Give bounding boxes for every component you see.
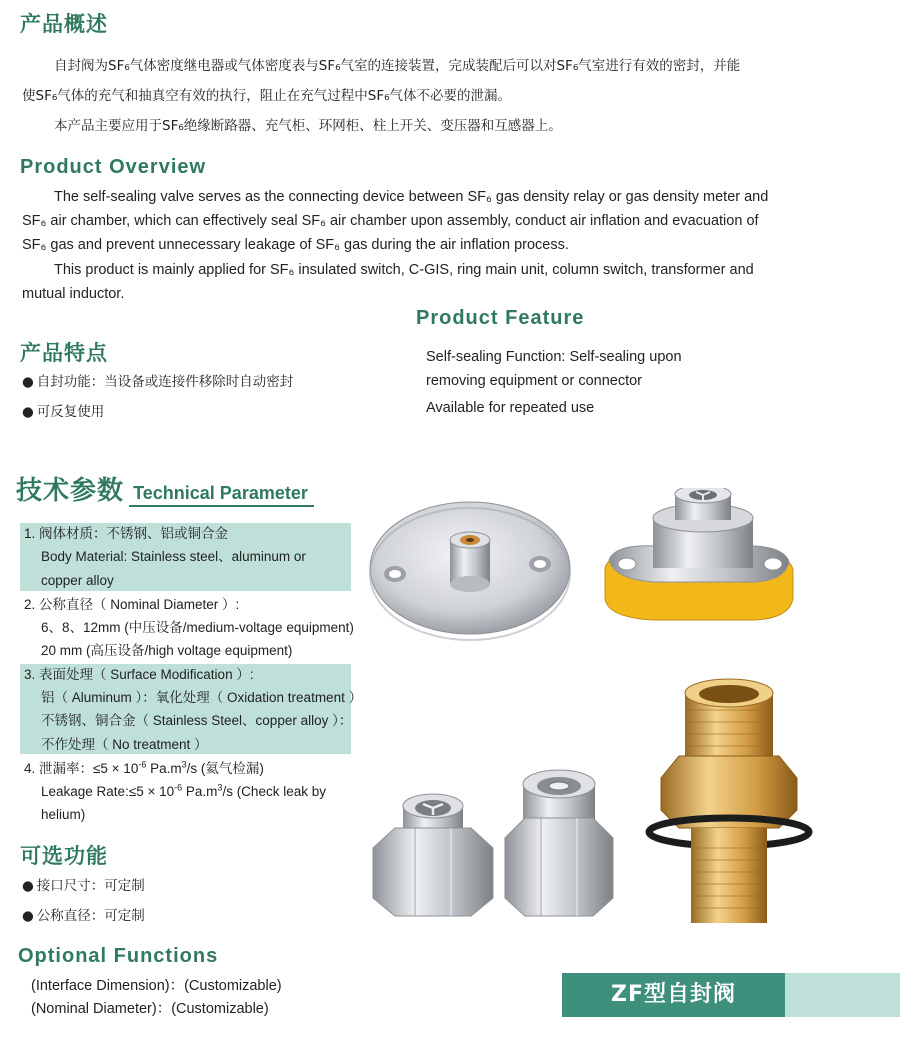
param-4-title: 4. 泄漏率：$\le 5 \times 10^{-6}$ $Pa.m^3/s$ (氦气检漏)	[24, 759, 264, 776]
overview-en-line: SF₆ air chamber, which can effectively seal SF₆ air chamber upon assembly, conduct air inflation and evacuation of	[22, 213, 759, 229]
param-4-line: Leakage Rate:≤5 × $10^{-6}$ $Pa.m^3/s$ (Check leak by	[41, 782, 326, 799]
tech-heading	[16, 470, 314, 507]
feature-en-line: Self-sealing Function: Self-sealing upon	[426, 349, 682, 365]
overview-cn-p1-line2: 使SF₆气体的充气和抽真空有效的执行，阻止在充气过程中SF₆气体不必要的泄漏。	[22, 88, 511, 104]
optional-cn-item: ● 接口尺寸：可定制	[22, 874, 145, 899]
overview-cn-p1-line1: 自封阀为SF₆气体密度继电器或气体密度表与SF₆气室的连接装置，完成装配后可以对SF₆气室进行有效的密封，并能	[54, 58, 741, 74]
optional-en-line: (Nominal Diameter)：(Customizable)	[31, 1001, 269, 1017]
param-1-line: Body Material: Stainless steel、aluminum or	[41, 549, 306, 564]
param-3-line: 铝（ Aluminum ）：氧化处理（ Oxidation treatment ）	[41, 690, 363, 705]
feature-en-line: Available for repeated use	[426, 400, 595, 416]
param-3-title: 3. 表面处理（ Surface Modification ）:	[24, 667, 254, 682]
optional-cn-heading: 可选功能	[20, 844, 108, 868]
hex-valve-small-image	[373, 794, 493, 916]
hex-valve-large-image	[505, 770, 613, 916]
param-2-line: 20 mm (高压设备/high voltage equipment)	[41, 643, 293, 658]
product-tag-label: ZF型自封阀	[611, 982, 736, 1007]
overview-en-line: mutual inductor.	[22, 286, 125, 302]
overview-cn-heading: 产品概述	[20, 12, 108, 36]
overview-en-line: The self-sealing valve serves as the connecting device between SF₆ gas density relay or gas density meter and	[54, 189, 769, 205]
product-tag	[562, 973, 900, 1017]
round-flange-valve-image	[370, 502, 570, 640]
product-images	[365, 488, 900, 938]
param-2-line: 6、8、12mm (中压设备/medium-voltage equipment)	[41, 620, 354, 635]
overview-en-heading: Product Overview	[20, 156, 207, 178]
feature-en-heading: Product Feature	[416, 307, 585, 329]
param-1-line: copper alloy	[41, 573, 114, 588]
feature-cn-heading: 产品特点	[20, 341, 108, 365]
feature-en-line: removing equipment or connector	[426, 373, 643, 389]
oval-flange-valve-image	[605, 488, 793, 620]
overview-cn-p2: 本产品主要应用于SF₆绝缘断路器、充气柜、环网柜、柱上开关、变压器和互感器上。	[54, 118, 562, 134]
param-3-line: 不锈钢、铜合金（ Stainless Steel、copper alloy ）：	[41, 713, 353, 728]
param-4-line: helium)	[41, 807, 86, 822]
overview-en-line: SF₆ gas and prevent unnecessary leakage of SF₆ gas during the air inflation process.	[22, 237, 569, 253]
tech-heading-en: Technical Parameter	[129, 483, 314, 507]
tech-heading-cn: 技术参数	[16, 476, 125, 506]
feature-cn-item: ● 自封功能：当设备或连接件移除时自动密封	[22, 370, 293, 395]
feature-cn-item: ● 可反复使用	[22, 400, 104, 425]
optional-cn-item: ● 公称直径：可定制	[22, 904, 145, 929]
optional-en-heading: Optional Functions	[18, 945, 219, 967]
param-1-title: 1. 阀体材质：不锈钢、铝或铜合金	[24, 526, 229, 541]
optional-en-line: (Interface Dimension)：(Customizable)	[31, 978, 282, 994]
param-2-title: 2. 公称直径（ Nominal Diameter ）:	[24, 597, 240, 612]
overview-en-line: This product is mainly applied for SF₆ insulated switch, C-GIS, ring main unit, column switch, transformer and	[54, 262, 754, 278]
brass-fitting-image	[649, 679, 809, 923]
param-3-line: 不作处理（ No treatment ）	[41, 737, 208, 752]
